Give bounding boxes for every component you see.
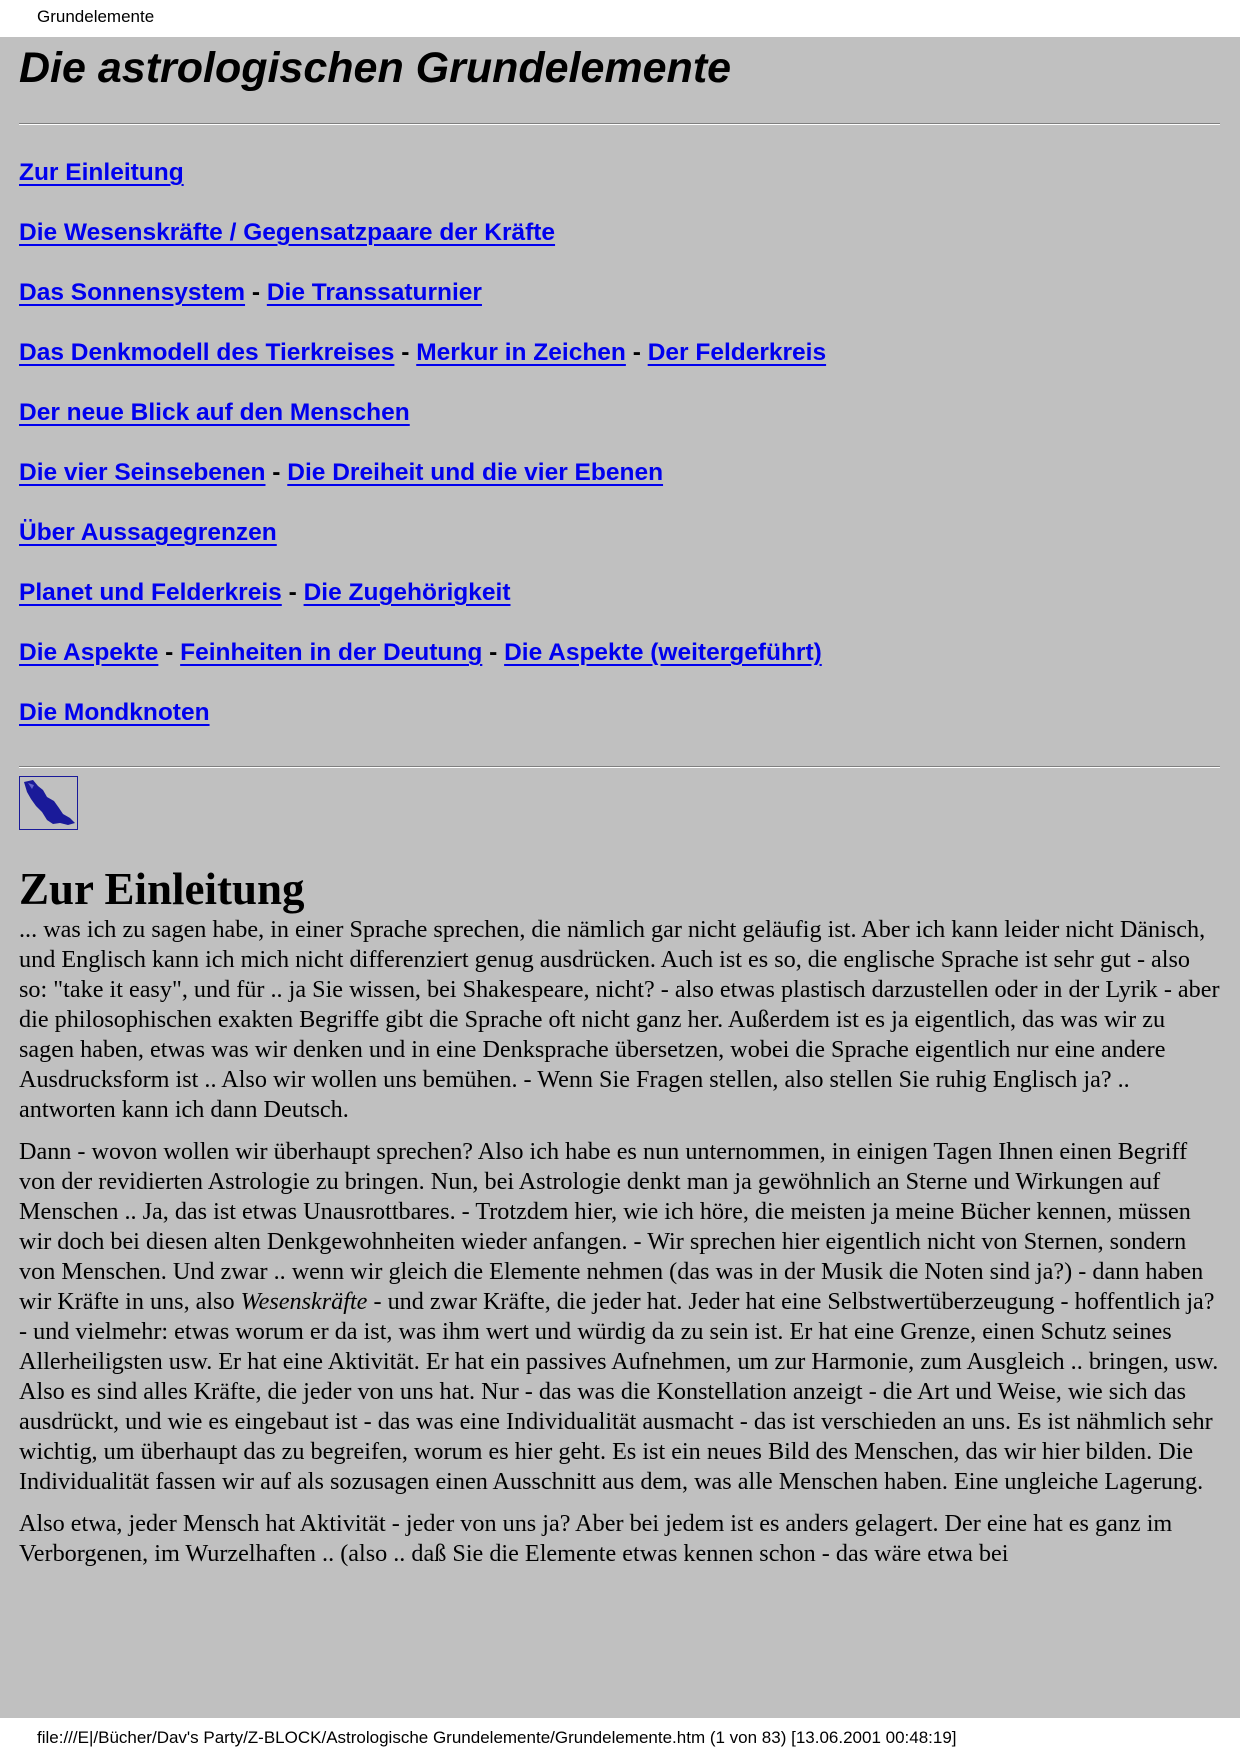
nav-line <box>19 278 1221 308</box>
page-body <box>0 37 1240 1718</box>
nav-link[interactable]: Die Aspekte <box>19 639 159 666</box>
table-of-contents <box>19 158 1221 728</box>
pointing-hand-arrow-glyph <box>20 777 77 829</box>
nav-link[interactable]: Feinheiten in der Deutung <box>180 639 483 666</box>
page-title: Die astrologischen Grundelemente <box>19 44 732 92</box>
nav-link[interactable]: Die Zugehörigkeit <box>303 579 511 606</box>
nav-line <box>19 398 1221 428</box>
nav-link[interactable]: Die vier Seinsebenen <box>19 459 266 486</box>
nav-link[interactable]: Das Denkmodell des Tierkreises <box>19 339 395 366</box>
nav-separator: - <box>489 639 498 666</box>
nav-line <box>19 158 1221 188</box>
nav-separator: - <box>251 279 261 306</box>
nav-line <box>19 518 1221 548</box>
nav-link[interactable]: Planet und Felderkreis <box>19 579 282 606</box>
paragraph-1: ... was ich zu sagen habe, in einer Sprache sprechen, die nämlich gar nicht geläufig ist. Aber ich kann leider nicht Dänisch, und Englisch kann ich mich nicht differenziert genug ausdrücken. Auch ist es so, die englische Sprache ist sehr gut - also so: "take it easy", und für .. ja Sie wissen, bei Shakespeare, nicht? - also etwas plastisch darzustellen oder in der Lyrik - aber die philosophischen exakten Begriffe gibt die Sprache oft nicht ganz her. Außerdem ist es ja eigentlich, das was wir zu sagen haben, etwas was wir denken und in eine Denksprache übersetzen, wobei die Sprache eigentlich nur eine andere Ausdrucksform ist .. Also wir wollen uns bemühen. - Wenn Sie Fragen stellen, also stellen Sie ruhig Englisch ja? .. antworten kann ich dann Deutsch. <box>19 916 1220 1123</box>
nav-link[interactable]: Über Aussagegrenzen <box>19 519 277 546</box>
nav-line <box>19 578 1221 608</box>
nav-separator: - <box>632 339 641 366</box>
nav-link[interactable]: Die Dreiheit und die vier Ebenen <box>287 459 664 486</box>
nav-line <box>19 458 1221 488</box>
body-text <box>19 915 1223 1569</box>
nav-link[interactable]: Merkur in Zeichen <box>416 339 626 366</box>
page-content <box>0 37 1240 1569</box>
nav-link[interactable]: Die Mondknoten <box>19 699 210 726</box>
top-divider <box>19 123 1220 125</box>
nav-line <box>19 218 1221 248</box>
paragraph-3: Also etwa, jeder Mensch hat Aktivität - jeder von uns ja? Aber bei jedem ist es anders gelagert. Der eine hat es ganz im Verborgenen, im Wurzelhaften .. (also .. daß Sie die Elemente etwas kennen schon - das wäre etwa bei <box>19 1510 1173 1567</box>
up-link[interactable] <box>19 776 78 830</box>
nav-link[interactable]: Die Wesenskräfte / Gegensatzpaare der Kräfte <box>19 219 556 246</box>
paragraph-2 <box>19 1137 1223 1497</box>
bottom-divider <box>19 766 1220 768</box>
nav-separator: - <box>288 579 297 606</box>
nav-link[interactable]: Die Aspekte (weitergeführt) <box>504 639 822 666</box>
nav-separator: - <box>401 339 410 366</box>
paragraph-2-part-2: - und zwar Kräfte, die jeder hat. Jeder hat eine Selbstwertüberzeugung - hoffentlich ja? - und vielmehr: etwas worum er da ist, was ihm wert und würdig da zu sein ist. Er hat eine Grenze, einen Schutz seines Allerheiligsten usw. Er hat eine Aktivität. Er hat ein passives Aufnehmen, um zur Harmonie, zum Ausgleich .. bringen, usw. Also es sind alles Kräfte, die jeder von uns hat. Nur - das was die Konstellation anzeigt - die Art und Weise, wie sich das ausdrückt, und wie es eingebaut ist - das was eine Individualität ausmacht - das ist verschieden an uns. Es ist nähmlich sehr wichtig, um überhaupt das zu begreifen, worum es hier geht. Es ist ein neues Bild des Menschen, das wir hier bilden. Die Individualität fassen wir auf als sozusagen einen Ausschnitt aus dem, was alle Menschen haben. Eine ungleiche Lagerung. <box>19 1288 1219 1495</box>
nav-line <box>19 698 1221 728</box>
nav-line <box>19 338 1221 368</box>
nav-link[interactable]: Die Transsaturnier <box>266 279 482 306</box>
nav-separator: - <box>272 459 281 486</box>
paragraph-2-part-1: Dann - wovon wollen wir überhaupt sprechen? Also ich habe es nun unternommen, in einigen Tagen Ihnen einen Begriff von der revidierten Astrologie zu bringen. Nun, bei Astrologie denkt man ja gewöhnlich an Sterne und Wirkungen auf Menschen .. Ja, das ist etwas Unausrottbares. - Trotzdem hier, wie ich höre, die meisten ja meine Bücher kennen, müssen wir doch bei diesen alten Denkgewohnheiten wieder anfangen. - Wir sprechen hier eigentlich nicht von Sternen, sondern von Menschen. Und zwar .. wenn wir gleich die Elemente nehmen (das was in der Musik die Noten sind ja?) - dann haben wir Kräfte in uns, also <box>19 1138 1204 1315</box>
print-footer: file:///E|/Bücher/Dav's Party/Z-BLOCK/Astrologische Grundelemente/Grundelemente.htm (1 von 83) [13.06.2001 00:48:19] <box>37 1728 957 1747</box>
nav-link[interactable]: Der neue Blick auf den Menschen <box>19 399 410 426</box>
nav-link[interactable]: Der Felderkreis <box>647 339 827 366</box>
nav-separator: - <box>165 639 174 666</box>
nav-link[interactable]: Zur Einleitung <box>19 159 184 186</box>
nav-line <box>19 638 1221 668</box>
paragraph-2-emphasis: Wesenskräfte <box>240 1288 368 1315</box>
section-title: Zur Einleitung <box>19 864 305 914</box>
pointing-hand-arrow-icon[interactable] <box>19 776 78 830</box>
print-header: Grundelemente <box>37 7 155 26</box>
nav-link[interactable]: Das Sonnensystem <box>19 279 246 306</box>
